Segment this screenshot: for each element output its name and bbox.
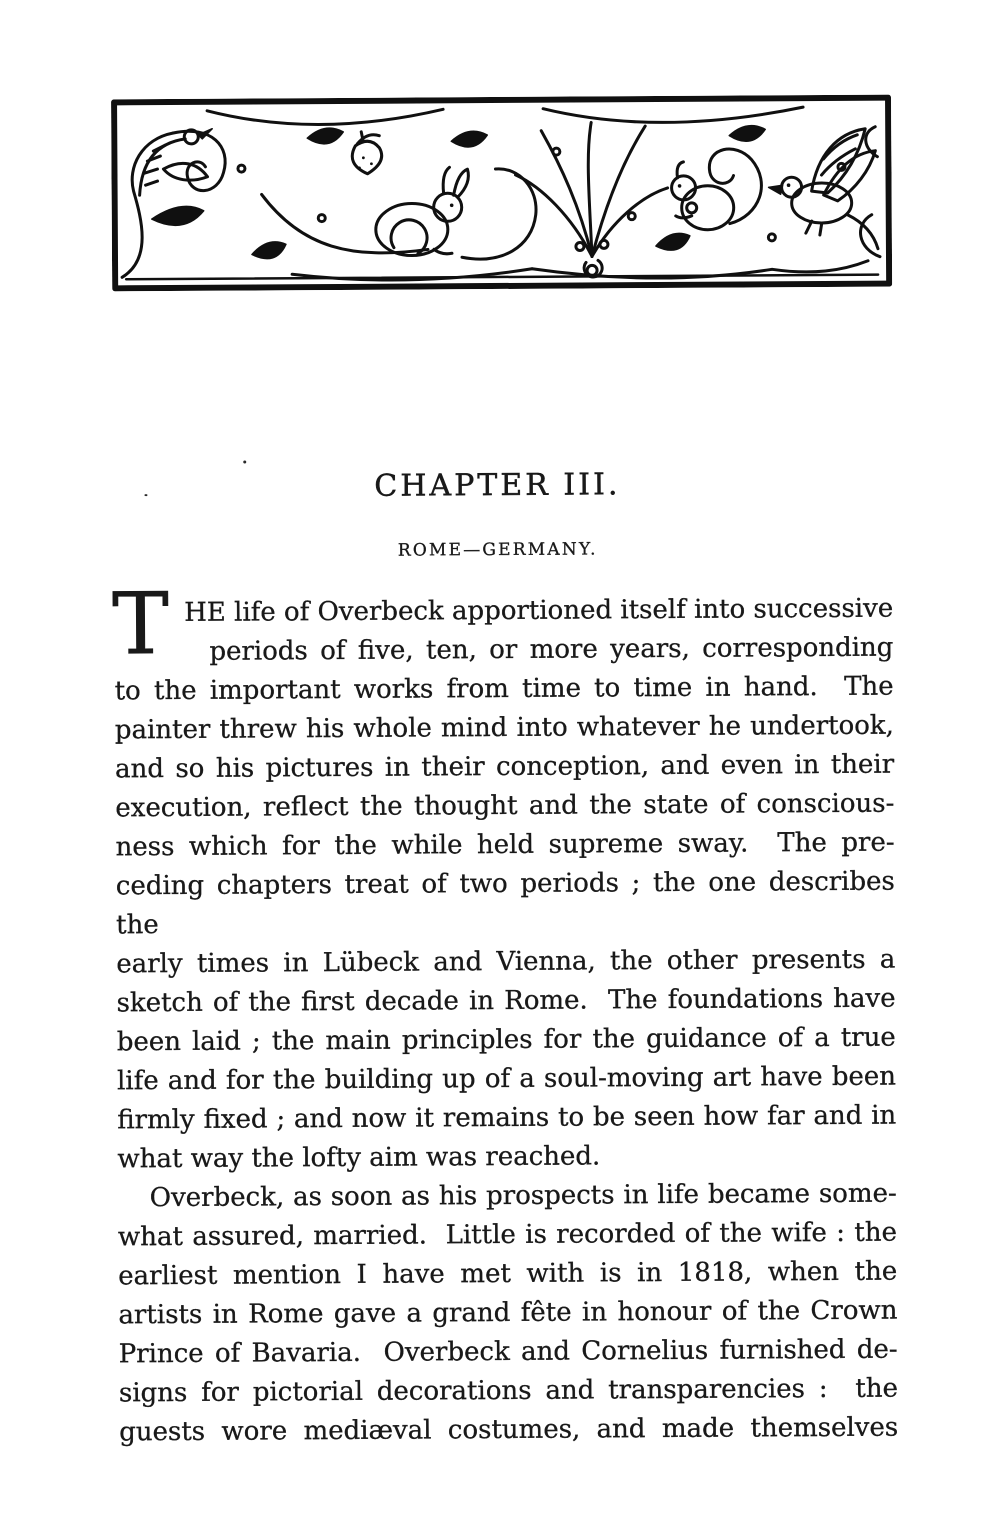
text-line: artists in Rome gave a grand fête in honour of the Crown [118,1295,898,1331]
text-line: life and for the building up of a soul-moving art have been [116,1061,897,1097]
foliage-engraving [111,95,892,292]
text-line: what assured, married. Little is recorded of the wife : the [117,1217,898,1253]
text-line: painter threw his whole mind into whatever he undertook, [114,710,894,746]
chapter-title: CHAPTER III. [374,467,621,504]
text-line: ceding chapters treat of two periods ; the one describes the [115,866,904,941]
text-line: HE life of Overbeck apportioned itself into successive [184,593,894,628]
text-line: to the important works from time to time in hand. The [114,671,894,707]
header-ornament [111,95,892,292]
text-line: and so his pictures in their conception, and even in their [115,749,895,785]
drop-cap: T [111,575,170,675]
text-line: execution, reflect the thought and the state of conscious- [115,788,895,824]
text-line: what way the lofty aim was reached. [117,1141,601,1175]
scan-speck [243,461,246,464]
text-line: periods of five, ten, or more years, corresponding [209,632,894,667]
text-line: firmly fixed ; and now it remains to be seen how far and in [117,1100,897,1136]
text-line: sketch of the first decade in Rome. The foundations have [116,983,896,1019]
text-line: guests wore mediæval costumes, and made themselves [119,1412,899,1448]
text-line: ness which for the while held supreme sway. The pre- [115,827,895,863]
text-line: been laid ; the main principles for the guidance of a true [116,1022,896,1058]
text-line: signs for pictorial decorations and transparencies : the [118,1373,899,1409]
text-line: early times in Lübeck and Vienna, the other presents a [116,944,896,980]
chapter-subtitle: ROME—GERMANY. [397,539,598,561]
body-text [111,575,904,1453]
text-line: earliest mention I have met with is in 1818, when the [118,1256,898,1292]
text-line: Overbeck, as soon as his prospects in life became some- [149,1178,897,1214]
text-line: Prince of Bavaria. Overbeck and Cornelius furnished de- [118,1334,898,1370]
